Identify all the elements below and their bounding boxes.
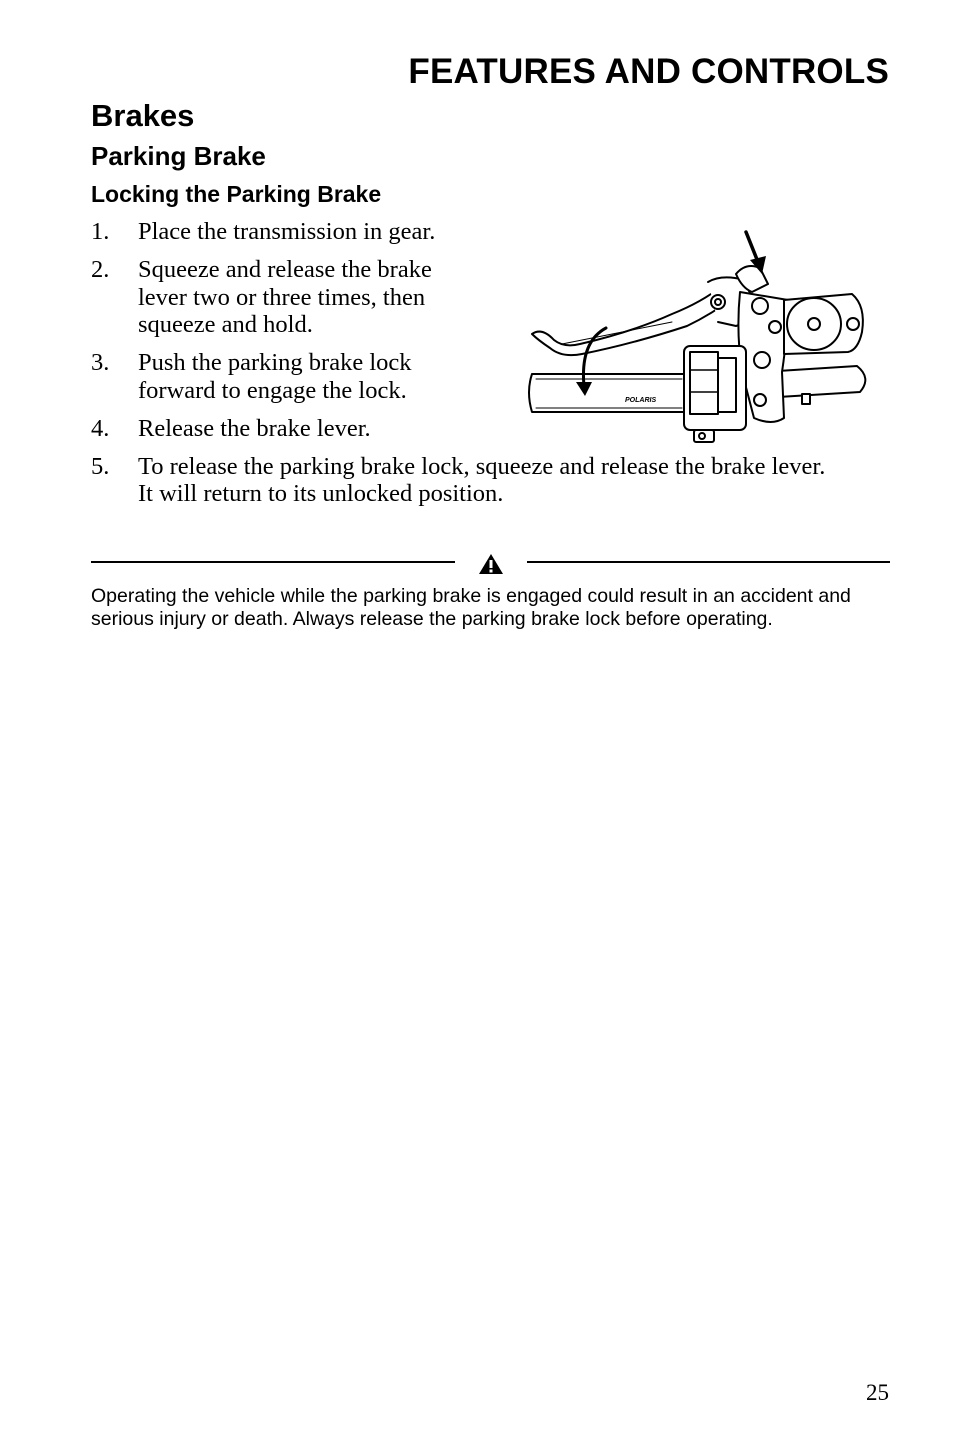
warning-text: Operating the vehicle while the parking brake is engaged could result in an accident and serious injury or death. Always release the parking brake lock before operating. bbox=[91, 585, 851, 630]
page-number: 25 bbox=[866, 1380, 889, 1405]
step-text: Push the parking brake lock forward to engage the lock. bbox=[138, 349, 412, 404]
step-number: 2. bbox=[91, 256, 110, 283]
step-text: To release the parking brake lock, squeeze and release the brake lever. It will return to its unlocked position. bbox=[138, 452, 826, 507]
warning-divider-right bbox=[527, 561, 890, 563]
heading-parking-brake: Parking Brake bbox=[91, 141, 266, 171]
section-title: FEATURES AND CONTROLS bbox=[408, 52, 889, 91]
brand-text: POLARIS bbox=[625, 397, 657, 404]
heading-locking-parking-brake: Locking the Parking Brake bbox=[91, 181, 382, 207]
warning-triangle-icon bbox=[478, 553, 504, 575]
step-item bbox=[91, 452, 826, 508]
step-text: Squeeze and release the brake lever two or three times, then squeeze and hold. bbox=[138, 256, 432, 338]
brake-lever-illustration bbox=[522, 222, 874, 450]
step-number: 3. bbox=[91, 349, 110, 376]
step-number: 1. bbox=[91, 218, 110, 245]
step-text: Release the brake lever. bbox=[138, 414, 371, 442]
warning-divider-left bbox=[91, 561, 455, 563]
heading-brakes: Brakes bbox=[91, 98, 195, 133]
step-number: 4. bbox=[91, 414, 110, 442]
step-number: 5. bbox=[91, 452, 110, 480]
step-text: Place the transmission in gear. bbox=[138, 218, 436, 245]
